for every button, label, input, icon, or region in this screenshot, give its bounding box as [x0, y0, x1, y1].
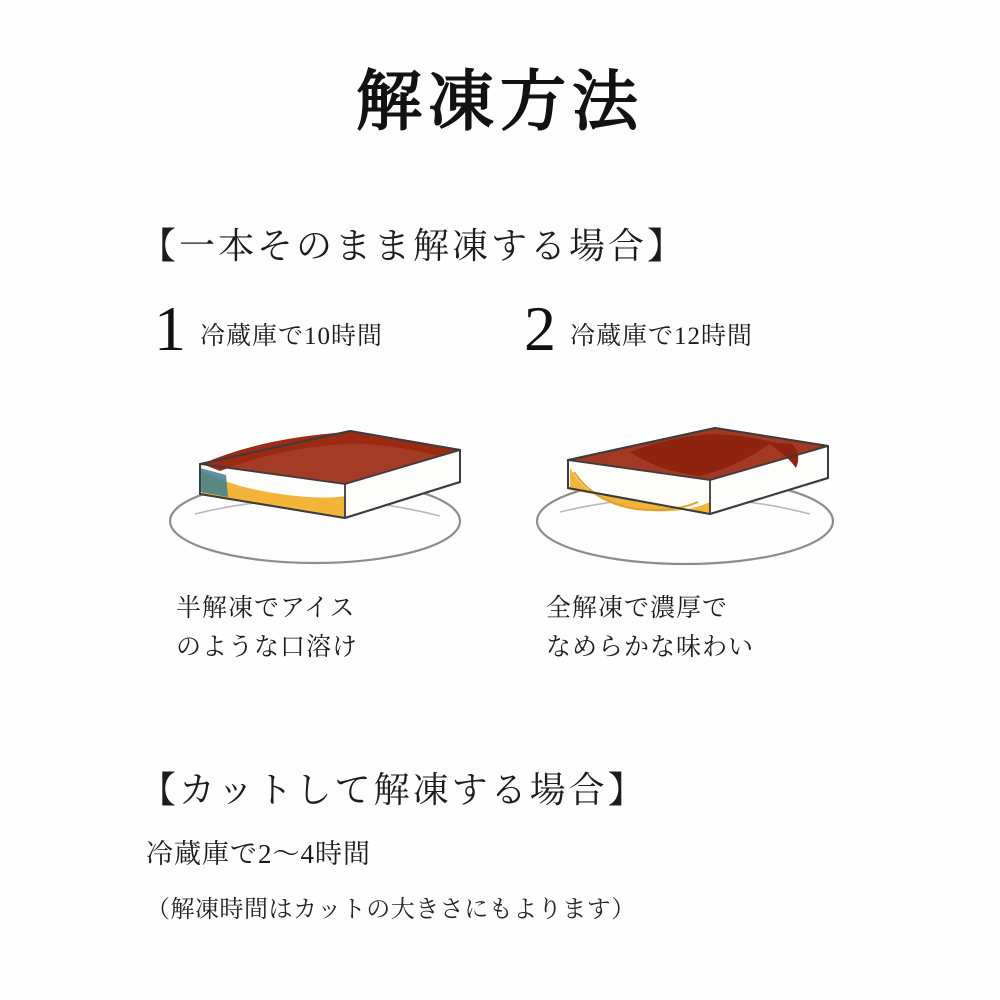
step-2-time: 冷蔵庫で12時間	[570, 323, 754, 350]
step-1-caption-line1: 半解凍でアイス	[176, 595, 356, 622]
cake-on-plate-icon	[510, 376, 870, 576]
step-2-number: 2	[524, 293, 556, 364]
step-1-time: 冷蔵庫で10時間	[200, 323, 384, 350]
step-2-caption-line2: なめらかな味わい	[546, 633, 755, 661]
step-1-header	[140, 293, 510, 364]
page-title: 解凍方法	[356, 66, 644, 139]
cake-on-plate-icon	[140, 376, 500, 576]
section-heading-cut-cake: 【カットして解凍する場合】	[140, 770, 647, 810]
step-1	[140, 293, 510, 668]
cut-main-text: 冷蔵庫で2〜4時間	[146, 839, 371, 869]
step-1-number: 1	[154, 293, 186, 364]
step-2-header	[510, 293, 880, 364]
step-2	[510, 293, 880, 668]
steps-row	[140, 293, 880, 668]
step-2-caption-line1: 全解凍で濃厚で	[546, 595, 729, 622]
section-heading-whole-cake: 【一本そのまま解凍する場合】	[140, 226, 687, 266]
cut-note-text: （解凍時間はカットの大きさにもよります）	[146, 897, 636, 923]
cut-section-text	[146, 832, 636, 924]
step-1-caption-line2: のような口溶け	[176, 633, 359, 661]
step-2-caption	[510, 590, 880, 668]
step-1-caption	[140, 590, 510, 668]
